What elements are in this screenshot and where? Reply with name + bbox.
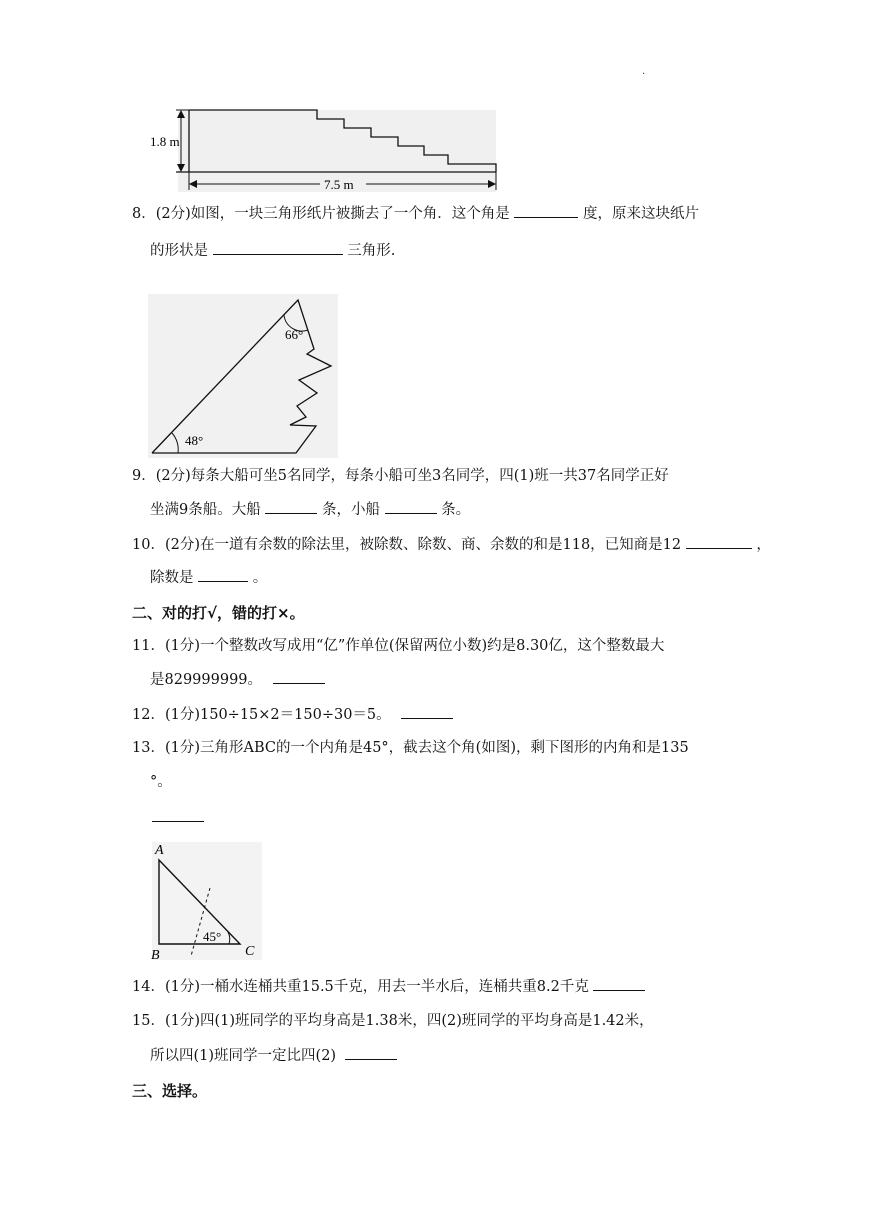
q8-text-d: 三角形. (347, 243, 396, 259)
q10-text-c: 除数是 (150, 570, 194, 586)
q9-text-b: 条，小船 (321, 502, 380, 518)
q9-blank-small-boats[interactable] (385, 499, 437, 514)
stairs-height-label: 1.8 m (150, 134, 180, 149)
q11-text-b: 是829999999。 (150, 672, 263, 688)
q14-answer-blank[interactable] (593, 976, 645, 991)
q10-blank-divisor[interactable] (198, 567, 248, 582)
q15-line2 (150, 1045, 397, 1066)
q8-blank-angle[interactable] (514, 203, 578, 218)
q10-text-b: ， (756, 537, 771, 553)
q10-line2 (150, 567, 267, 588)
q8-line2 (150, 240, 395, 261)
q9-text-a: 坐满9条船。大船 (150, 502, 261, 518)
q13-line1 (132, 738, 689, 758)
q9-line2 (150, 499, 470, 520)
vertex-c-label: C (245, 944, 255, 959)
q14-line1 (132, 976, 645, 997)
q11-line2 (150, 669, 325, 690)
triangle-abc-figure (148, 838, 264, 964)
q10-blank-1[interactable] (686, 534, 752, 549)
angle-45-label: 45° (203, 929, 222, 944)
q9-text: 9．(2分)每条大船可坐5名同学，每条小船可坐3名同学，四(1)班一共37名同学正好 (132, 468, 669, 484)
q8-text-b: 度，原来这块纸片 (582, 206, 699, 222)
q15-answer-blank[interactable] (345, 1045, 397, 1060)
q11-text: 11．(1分)一个整数改写成用“亿”作单位(保留两位小数)约是8.30亿，这个整数最大 (132, 638, 665, 654)
q13-line2 (150, 772, 172, 792)
q12-text: 12．(1分)150÷15×2＝150÷30＝5。 (132, 707, 391, 723)
q10-text-d: 。 (252, 570, 268, 586)
angle-48-label: 48° (185, 433, 204, 448)
q8-line1 (132, 203, 699, 224)
q11-line1 (132, 636, 664, 656)
angle-66-label: 66° (285, 327, 304, 342)
vertex-b-label: B (151, 948, 160, 963)
q13-answer-blank[interactable] (152, 807, 204, 822)
q13-text: 13．(1分)三角形ABC的一个内角是45°，截去这个角(如图)，剩下图形的内角和是135 (132, 740, 689, 756)
q10-text-a: 10．(2分)在一道有余数的除法里，被除数、除数、商、余数的和是118，已知商是12 (132, 537, 682, 553)
q9-line1 (132, 466, 669, 486)
q8-text-c: 的形状是 (150, 243, 208, 259)
q8-blank-shape[interactable] (213, 240, 343, 255)
q9-text-c: 条。 (441, 502, 471, 518)
q15-line1 (132, 1011, 654, 1031)
corner-mark: . (642, 66, 646, 77)
vertex-a-label: A (155, 843, 164, 858)
q8-text-a: 8．(2分)如图，一块三角形纸片被撕去了一个角．这个角是 (132, 206, 510, 222)
q11-answer-blank[interactable] (273, 669, 325, 684)
torn-triangle-figure (148, 294, 338, 458)
section-3-heading: 三、选择。 (132, 1082, 208, 1100)
section-2-heading: 二、对的打√，错的打×。 (132, 604, 305, 622)
q9-blank-big-boats[interactable] (265, 499, 317, 514)
q12-answer-blank[interactable] (401, 704, 453, 719)
stairs-width-label: 7.5 m (324, 177, 354, 192)
q15-text: 15．(1分)四(1)班同学的平均身高是1.38米，四(2)班同学的平均身高是1.42米， (132, 1013, 654, 1029)
q14-text: 14．(1分)一桶水连桶共重15.5千克，用去一半水后，连桶共重8.2千克 (132, 979, 589, 995)
q15-text-b: 所以四(1)班同学一定比四(2) (150, 1048, 337, 1064)
q13-text-b: °。 (150, 774, 172, 790)
q10-line1 (132, 534, 771, 555)
stairs-figure (148, 104, 504, 196)
q12-line1 (132, 704, 453, 725)
